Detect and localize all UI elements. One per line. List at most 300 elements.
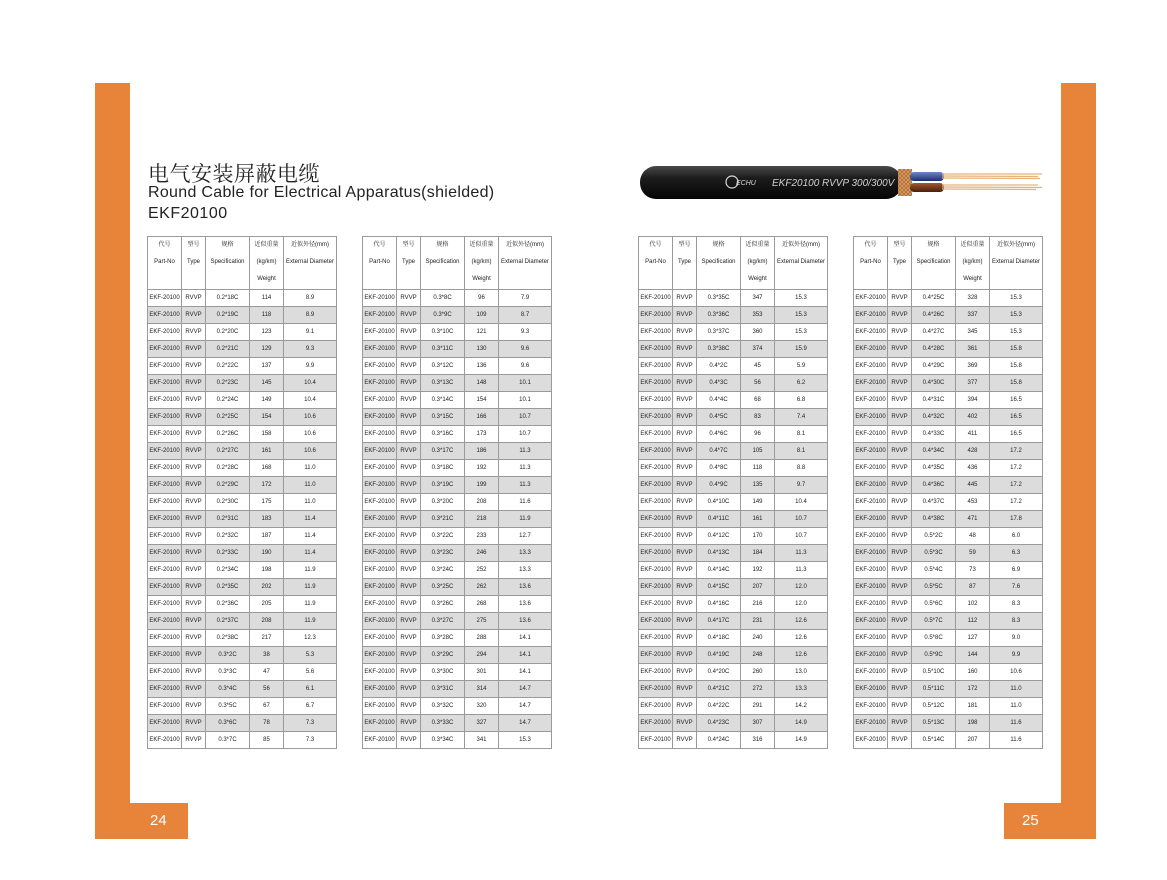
weight-cell: 207 <box>741 579 775 596</box>
spec-cell: 0.3*33C <box>421 715 465 732</box>
spec-table-2 <box>362 236 552 749</box>
weight-cell: 118 <box>250 307 284 324</box>
diameter-cell: 11.4 <box>284 511 337 528</box>
diameter-cell: 10.7 <box>499 409 552 426</box>
type-cell: RVVP <box>182 732 206 749</box>
table-row <box>148 290 337 307</box>
part-no-cell: EKF-20100 <box>363 528 397 545</box>
part-no-cell: EKF-20100 <box>148 664 182 681</box>
weight-cell: 328 <box>956 290 990 307</box>
weight-cell: 199 <box>465 477 499 494</box>
page-number-right <box>1004 803 1096 839</box>
spec-cell: 0.3*10C <box>421 324 465 341</box>
spec-cell: 0.4*21C <box>697 681 741 698</box>
table-row <box>148 477 337 494</box>
diameter-cell: 14.7 <box>499 681 552 698</box>
table-row <box>854 409 1043 426</box>
table-row <box>148 732 337 749</box>
type-cell: RVVP <box>182 698 206 715</box>
part-no-cell: EKF-20100 <box>363 511 397 528</box>
type-cell: RVVP <box>182 443 206 460</box>
weight-cell: 411 <box>956 426 990 443</box>
spec-cell: 0.4*20C <box>697 664 741 681</box>
weight-cell: 345 <box>956 324 990 341</box>
spec-cell: 0.5*6C <box>912 596 956 613</box>
type-cell: RVVP <box>673 511 697 528</box>
table-row <box>363 443 552 460</box>
type-cell: RVVP <box>888 613 912 630</box>
part-no-cell: EKF-20100 <box>639 664 673 681</box>
diameter-cell: 14.2 <box>775 698 828 715</box>
table-row <box>639 307 828 324</box>
spec-cell: 0.3*29C <box>421 647 465 664</box>
spec-cell: 0.4*27C <box>912 324 956 341</box>
spec-cell: 0.4*6C <box>697 426 741 443</box>
cable-marking-text: EKF20100 RVVP 300/300V <box>772 178 895 189</box>
weight-cell: 275 <box>465 613 499 630</box>
type-cell: RVVP <box>888 341 912 358</box>
diameter-cell: 9.0 <box>990 630 1043 647</box>
type-cell: RVVP <box>888 579 912 596</box>
spec-cell: 0.2*29C <box>206 477 250 494</box>
weight-cell: 145 <box>250 375 284 392</box>
type-cell: RVVP <box>888 443 912 460</box>
part-no-cell: EKF-20100 <box>363 290 397 307</box>
type-cell: RVVP <box>182 715 206 732</box>
table-row <box>363 613 552 630</box>
table-row <box>854 715 1043 732</box>
spec-cell: 0.4*7C <box>697 443 741 460</box>
type-cell: RVVP <box>888 630 912 647</box>
table-row <box>854 392 1043 409</box>
part-no-cell: EKF-20100 <box>363 426 397 443</box>
header-part-no: 代号 Part-No <box>148 237 182 290</box>
diameter-cell: 9.9 <box>284 358 337 375</box>
part-no-cell: EKF-20100 <box>854 290 888 307</box>
diameter-cell: 15.3 <box>990 324 1043 341</box>
weight-cell: 307 <box>741 715 775 732</box>
diameter-cell: 10.1 <box>499 392 552 409</box>
type-cell: RVVP <box>673 681 697 698</box>
part-no-cell: EKF-20100 <box>854 392 888 409</box>
diameter-cell: 15.8 <box>990 375 1043 392</box>
type-cell: RVVP <box>397 307 421 324</box>
part-no-cell: EKF-20100 <box>854 698 888 715</box>
weight-cell: 320 <box>465 698 499 715</box>
part-no-cell: EKF-20100 <box>148 528 182 545</box>
diameter-cell: 15.3 <box>990 307 1043 324</box>
spec-table-4 <box>853 236 1043 749</box>
weight-cell: 471 <box>956 511 990 528</box>
part-no-cell: EKF-20100 <box>639 375 673 392</box>
diameter-cell: 10.7 <box>499 426 552 443</box>
part-no-cell: EKF-20100 <box>363 630 397 647</box>
spec-cell: 0.5*9C <box>912 647 956 664</box>
diameter-cell: 14.7 <box>499 698 552 715</box>
type-cell: RVVP <box>673 443 697 460</box>
part-no-cell: EKF-20100 <box>854 528 888 545</box>
diameter-cell: 7.6 <box>990 579 1043 596</box>
diameter-cell: 15.9 <box>775 341 828 358</box>
weight-cell: 137 <box>250 358 284 375</box>
part-no-cell: EKF-20100 <box>854 613 888 630</box>
table-row <box>363 324 552 341</box>
cable-illustration <box>640 160 1050 205</box>
spec-table-1 <box>147 236 337 749</box>
table-row <box>639 426 828 443</box>
table-row <box>639 477 828 494</box>
table-row <box>854 664 1043 681</box>
spec-cell: 0.3*35C <box>697 290 741 307</box>
weight-cell: 56 <box>250 681 284 698</box>
diameter-cell: 7.4 <box>775 409 828 426</box>
type-cell: RVVP <box>397 494 421 511</box>
diameter-cell: 12.6 <box>775 647 828 664</box>
part-no-cell: EKF-20100 <box>639 562 673 579</box>
type-cell: RVVP <box>888 562 912 579</box>
part-no-cell: EKF-20100 <box>363 307 397 324</box>
spec-cell: 0.3*26C <box>421 596 465 613</box>
weight-cell: 160 <box>956 664 990 681</box>
spec-cell: 0.3*27C <box>421 613 465 630</box>
diameter-cell: 12.0 <box>775 596 828 613</box>
table-row <box>854 460 1043 477</box>
diameter-cell: 11.0 <box>990 681 1043 698</box>
table-row <box>148 596 337 613</box>
table-row <box>854 681 1043 698</box>
weight-cell: 112 <box>956 613 990 630</box>
weight-cell: 181 <box>956 698 990 715</box>
diameter-cell: 9.9 <box>990 647 1043 664</box>
diameter-cell: 15.3 <box>775 307 828 324</box>
weight-cell: 246 <box>465 545 499 562</box>
table-row <box>854 511 1043 528</box>
diameter-cell: 10.6 <box>284 426 337 443</box>
type-cell: RVVP <box>673 579 697 596</box>
type-cell: RVVP <box>888 698 912 715</box>
weight-cell: 149 <box>741 494 775 511</box>
part-no-cell: EKF-20100 <box>148 715 182 732</box>
type-cell: RVVP <box>397 341 421 358</box>
type-cell: RVVP <box>182 664 206 681</box>
diameter-cell: 10.6 <box>284 443 337 460</box>
type-cell: RVVP <box>673 528 697 545</box>
table-row <box>854 528 1043 545</box>
part-no-cell: EKF-20100 <box>854 443 888 460</box>
spec-cell: 0.3*20C <box>421 494 465 511</box>
weight-cell: 316 <box>741 732 775 749</box>
header-part-no: 代号 Part-No <box>639 237 673 290</box>
header-diameter: 近似外径(mm) External Diameter <box>990 237 1043 290</box>
spec-cell: 0.2*19C <box>206 307 250 324</box>
part-no-cell: EKF-20100 <box>639 511 673 528</box>
weight-cell: 127 <box>956 630 990 647</box>
part-no-cell: EKF-20100 <box>854 715 888 732</box>
weight-cell: 217 <box>250 630 284 647</box>
weight-cell: 183 <box>250 511 284 528</box>
weight-cell: 248 <box>741 647 775 664</box>
type-cell: RVVP <box>397 647 421 664</box>
spec-cell: 0.3*28C <box>421 630 465 647</box>
table-row <box>363 596 552 613</box>
diameter-cell: 11.3 <box>775 562 828 579</box>
table-row <box>639 528 828 545</box>
part-no-cell: EKF-20100 <box>148 375 182 392</box>
weight-cell: 47 <box>250 664 284 681</box>
spec-cell: 0.3*36C <box>697 307 741 324</box>
table-row <box>148 681 337 698</box>
table-row <box>854 613 1043 630</box>
table-row <box>854 596 1043 613</box>
diameter-cell: 10.7 <box>775 528 828 545</box>
part-no-cell: EKF-20100 <box>639 324 673 341</box>
spec-cell: 0.4*17C <box>697 613 741 630</box>
spec-cell: 0.5*4C <box>912 562 956 579</box>
part-no-cell: EKF-20100 <box>363 664 397 681</box>
weight-cell: 314 <box>465 681 499 698</box>
table-row <box>854 698 1043 715</box>
spec-cell: 0.4*31C <box>912 392 956 409</box>
table-header-row <box>639 237 828 290</box>
type-cell: RVVP <box>888 460 912 477</box>
spec-cell: 0.3*34C <box>421 732 465 749</box>
type-cell: RVVP <box>397 392 421 409</box>
part-no-cell: EKF-20100 <box>639 732 673 749</box>
part-no-cell: EKF-20100 <box>854 494 888 511</box>
table-row <box>854 443 1043 460</box>
part-no-cell: EKF-20100 <box>363 647 397 664</box>
part-no-cell: EKF-20100 <box>363 460 397 477</box>
spec-cell: 0.4*22C <box>697 698 741 715</box>
spec-cell: 0.5*2C <box>912 528 956 545</box>
type-cell: RVVP <box>397 596 421 613</box>
table-row <box>148 715 337 732</box>
part-no-cell: EKF-20100 <box>854 596 888 613</box>
diameter-cell: 8.1 <box>775 426 828 443</box>
type-cell: RVVP <box>673 409 697 426</box>
type-cell: RVVP <box>397 664 421 681</box>
table-row <box>148 341 337 358</box>
diameter-cell: 14.1 <box>499 647 552 664</box>
table-row <box>148 358 337 375</box>
diameter-cell: 16.5 <box>990 409 1043 426</box>
weight-cell: 96 <box>465 290 499 307</box>
type-cell: RVVP <box>182 477 206 494</box>
diameter-cell: 7.3 <box>284 715 337 732</box>
part-no-cell: EKF-20100 <box>148 630 182 647</box>
part-no-cell: EKF-20100 <box>854 511 888 528</box>
part-no-cell: EKF-20100 <box>148 392 182 409</box>
part-no-cell: EKF-20100 <box>148 647 182 664</box>
weight-cell: 268 <box>465 596 499 613</box>
diameter-cell: 8.7 <box>499 307 552 324</box>
part-no-cell: EKF-20100 <box>148 511 182 528</box>
spec-cell: 0.3*22C <box>421 528 465 545</box>
weight-cell: 85 <box>250 732 284 749</box>
table-row <box>148 426 337 443</box>
header-specification: 规格 Specification <box>421 237 465 290</box>
diameter-cell: 8.9 <box>284 307 337 324</box>
spec-table-3 <box>638 236 828 749</box>
diameter-cell: 11.0 <box>284 477 337 494</box>
weight-cell: 136 <box>465 358 499 375</box>
header-diameter: 近似外径(mm) External Diameter <box>284 237 337 290</box>
spec-cell: 0.2*24C <box>206 392 250 409</box>
part-no-cell: EKF-20100 <box>148 545 182 562</box>
weight-cell: 105 <box>741 443 775 460</box>
table-row <box>854 545 1043 562</box>
part-no-cell: EKF-20100 <box>148 426 182 443</box>
weight-cell: 114 <box>250 290 284 307</box>
header-diameter: 近似外径(mm) External Diameter <box>499 237 552 290</box>
table-row <box>148 698 337 715</box>
table-row <box>854 290 1043 307</box>
part-no-cell: EKF-20100 <box>363 341 397 358</box>
type-cell: RVVP <box>182 630 206 647</box>
table-row <box>639 732 828 749</box>
table-row <box>363 511 552 528</box>
type-cell: RVVP <box>182 528 206 545</box>
spec-cell: 0.5*12C <box>912 698 956 715</box>
spec-cell: 0.5*10C <box>912 664 956 681</box>
spec-cell: 0.4*14C <box>697 562 741 579</box>
table-row <box>639 698 828 715</box>
spec-cell: 0.5*5C <box>912 579 956 596</box>
type-cell: RVVP <box>673 647 697 664</box>
part-no-cell: EKF-20100 <box>639 528 673 545</box>
type-cell: RVVP <box>673 494 697 511</box>
diameter-cell: 6.3 <box>990 545 1043 562</box>
type-cell: RVVP <box>397 545 421 562</box>
weight-cell: 272 <box>741 681 775 698</box>
part-no-cell: EKF-20100 <box>854 409 888 426</box>
weight-cell: 198 <box>956 715 990 732</box>
weight-cell: 149 <box>250 392 284 409</box>
diameter-cell: 11.6 <box>990 732 1043 749</box>
type-cell: RVVP <box>673 426 697 443</box>
weight-cell: 262 <box>465 579 499 596</box>
table-row <box>639 341 828 358</box>
diameter-cell: 10.4 <box>284 392 337 409</box>
cable-wire-blue <box>910 172 944 181</box>
table-row <box>639 494 828 511</box>
diameter-cell: 5.9 <box>775 358 828 375</box>
spec-cell: 0.4*15C <box>697 579 741 596</box>
spec-cell: 0.4*18C <box>697 630 741 647</box>
type-cell: RVVP <box>888 545 912 562</box>
part-no-cell: EKF-20100 <box>854 630 888 647</box>
type-cell: RVVP <box>397 511 421 528</box>
spec-cell: 0.2*25C <box>206 409 250 426</box>
type-cell: RVVP <box>888 715 912 732</box>
diameter-cell: 13.6 <box>499 579 552 596</box>
spec-cell: 0.3*37C <box>697 324 741 341</box>
weight-cell: 175 <box>250 494 284 511</box>
type-cell: RVVP <box>888 375 912 392</box>
spec-cell: 0.3*25C <box>421 579 465 596</box>
type-cell: RVVP <box>888 511 912 528</box>
weight-cell: 288 <box>465 630 499 647</box>
weight-cell: 173 <box>465 426 499 443</box>
spec-cell: 0.2*22C <box>206 358 250 375</box>
type-cell: RVVP <box>397 630 421 647</box>
diameter-cell: 15.8 <box>990 341 1043 358</box>
header-type: 型号 Type <box>673 237 697 290</box>
title-english: Round Cable for Electrical Apparatus(shielded) <box>148 184 495 201</box>
diameter-cell: 9.7 <box>775 477 828 494</box>
diameter-cell: 8.3 <box>990 596 1043 613</box>
type-cell: RVVP <box>182 681 206 698</box>
spec-cell: 0.2*35C <box>206 579 250 596</box>
weight-cell: 337 <box>956 307 990 324</box>
table-row <box>363 409 552 426</box>
weight-cell: 341 <box>465 732 499 749</box>
type-cell: RVVP <box>673 732 697 749</box>
diameter-cell: 13.6 <box>499 596 552 613</box>
diameter-cell: 16.5 <box>990 392 1043 409</box>
part-no-cell: EKF-20100 <box>148 409 182 426</box>
spec-cell: 0.3*9C <box>421 307 465 324</box>
spec-cell: 0.3*21C <box>421 511 465 528</box>
part-no-cell: EKF-20100 <box>639 290 673 307</box>
header-diameter: 近似外径(mm) External Diameter <box>775 237 828 290</box>
type-cell: RVVP <box>673 375 697 392</box>
weight-cell: 121 <box>465 324 499 341</box>
spec-cell: 0.3*5C <box>206 698 250 715</box>
spec-cell: 0.3*11C <box>421 341 465 358</box>
weight-cell: 68 <box>741 392 775 409</box>
part-no-cell: EKF-20100 <box>148 698 182 715</box>
type-cell: RVVP <box>182 375 206 392</box>
table-row <box>854 341 1043 358</box>
part-no-cell: EKF-20100 <box>639 477 673 494</box>
part-no-cell: EKF-20100 <box>148 324 182 341</box>
weight-cell: 67 <box>250 698 284 715</box>
table-row <box>854 732 1043 749</box>
type-cell: RVVP <box>888 426 912 443</box>
weight-cell: 148 <box>465 375 499 392</box>
type-cell: RVVP <box>397 528 421 545</box>
diameter-cell: 5.3 <box>284 647 337 664</box>
spec-cell: 0.2*21C <box>206 341 250 358</box>
table-row <box>639 375 828 392</box>
table-row <box>148 647 337 664</box>
table-row <box>639 545 828 562</box>
type-cell: RVVP <box>397 426 421 443</box>
diameter-cell: 15.8 <box>990 358 1043 375</box>
weight-cell: 172 <box>956 681 990 698</box>
weight-cell: 208 <box>465 494 499 511</box>
part-no-cell: EKF-20100 <box>639 579 673 596</box>
spec-cell: 0.4*11C <box>697 511 741 528</box>
type-cell: RVVP <box>182 460 206 477</box>
table-row <box>148 545 337 562</box>
type-cell: RVVP <box>182 579 206 596</box>
weight-cell: 428 <box>956 443 990 460</box>
table-row <box>148 392 337 409</box>
spec-cell: 0.2*37C <box>206 613 250 630</box>
table-row <box>363 358 552 375</box>
type-cell: RVVP <box>673 307 697 324</box>
diameter-cell: 12.3 <box>284 630 337 647</box>
type-cell: RVVP <box>888 477 912 494</box>
title-code: EKF20100 <box>148 205 228 222</box>
spec-cell: 0.3*12C <box>421 358 465 375</box>
table-row <box>363 579 552 596</box>
table-row <box>148 409 337 426</box>
weight-cell: 374 <box>741 341 775 358</box>
part-no-cell: EKF-20100 <box>854 324 888 341</box>
